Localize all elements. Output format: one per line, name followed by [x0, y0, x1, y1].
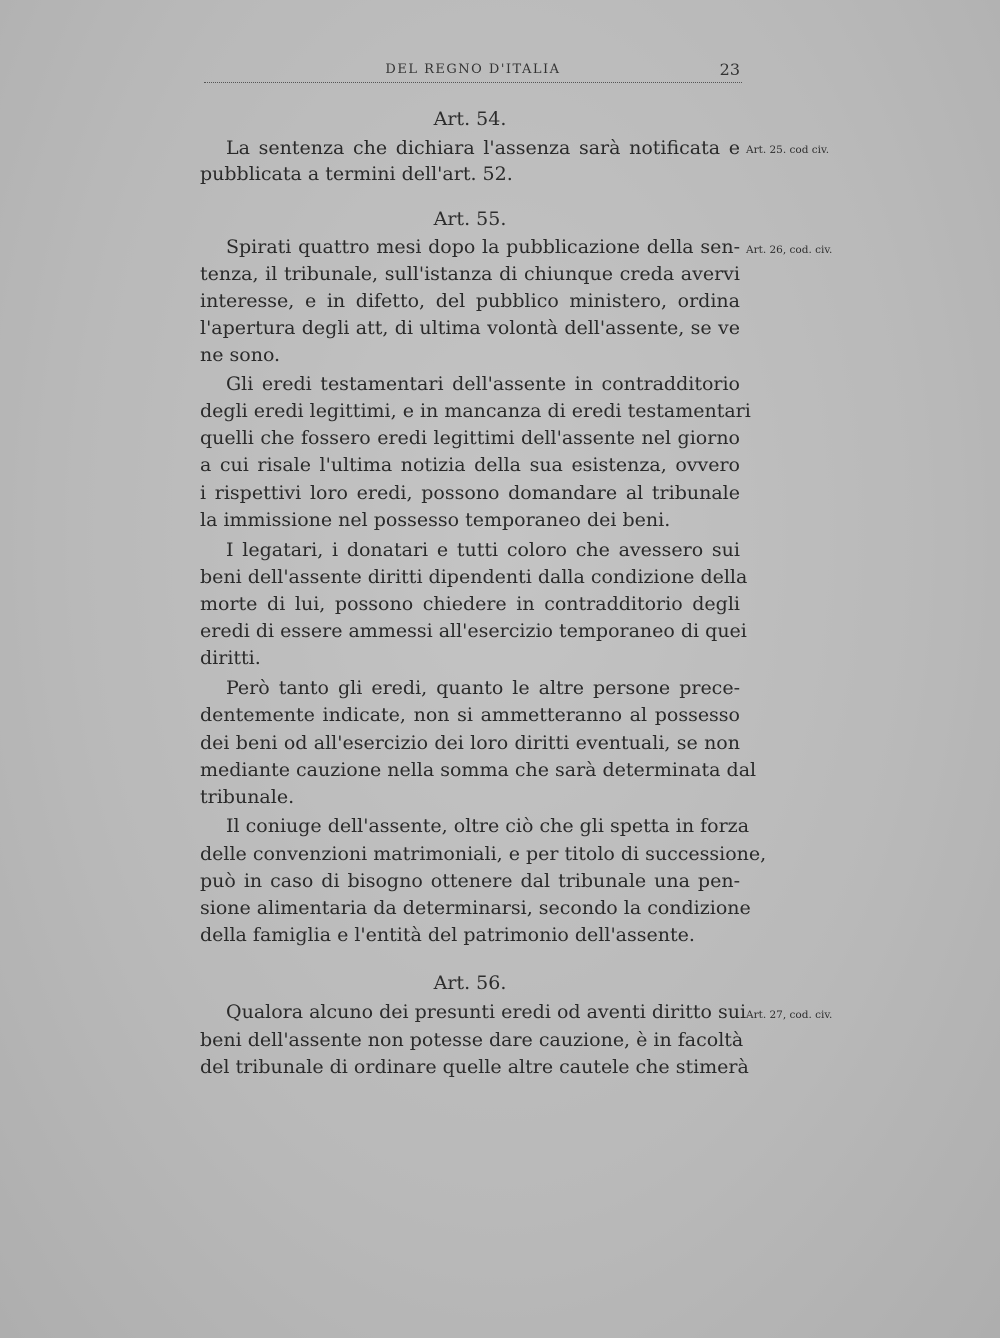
text-line: la immissione nel possesso temporaneo dei beni.	[200, 509, 671, 531]
text-line: La sentenza che dichiara l'assenza sarà notificata e	[226, 137, 740, 159]
text-line: morte di lui, possono chiedere in contradditorio degli	[200, 593, 740, 615]
text-line: pubblicata a termini dell'art. 52.	[200, 163, 513, 185]
text-line: Qualora alcuno dei presunti eredi od aventi diritto sui	[226, 1001, 747, 1023]
text-line: delle convenzioni matrimoniali, e per titolo di successione,	[200, 843, 767, 865]
margin-note: Art. 25. cod civ.	[746, 144, 830, 156]
margin-note: Art. 27, cod. civ.	[746, 1009, 833, 1021]
text-line: della famiglia e l'entità del patrimonio dell'assente.	[200, 924, 695, 946]
margin-note: Art. 26, cod. civ.	[746, 244, 833, 256]
text-line: del tribunale di ordinare quelle altre cautele che stimerà	[200, 1056, 749, 1078]
article-heading: Art. 55.	[433, 208, 507, 230]
text-line: beni dell'assente diritti dipendenti dalla condizione della	[200, 566, 748, 588]
text-line: tenza, il tribunale, sull'istanza di chiunque creda avervi	[200, 263, 740, 285]
running-head	[204, 60, 742, 82]
text-line: tribunale.	[200, 786, 295, 808]
text-line: sione alimentaria da determinarsi, secondo la condizione	[200, 897, 751, 919]
header-rule	[204, 82, 742, 83]
text-line: quelli che fossero eredi legittimi dell'assente nel giorno	[200, 427, 740, 449]
text-line: mediante cauzione nella somma che sarà determinata dal	[200, 759, 757, 781]
text-line: Spirati quattro mesi dopo la pubblicazione della sen-	[226, 236, 740, 258]
text-line: Il coniuge dell'assente, oltre ciò che gli spetta in forza	[226, 815, 750, 837]
text-line: ne sono.	[200, 344, 281, 366]
text-line: l'apertura degli att, di ultima volontà dell'assente, se ve	[200, 317, 740, 339]
text-line: dei beni od all'esercizio dei loro diritti eventuali, se non	[200, 732, 740, 754]
text-line: Però tanto gli eredi, quanto le altre persone prece-	[226, 677, 740, 699]
text-line: i rispettivi loro eredi, possono domandare al tribunale	[200, 482, 740, 504]
text-line: I legatari, i donatari e tutti coloro che avessero sui	[226, 539, 740, 561]
text-line: a cui risale l'ultima notizia della sua esistenza, ovvero	[200, 454, 740, 476]
text-line: può in caso di bisogno ottenere dal tribunale una pen-	[200, 870, 740, 892]
text-line: diritti.	[200, 647, 261, 669]
running-head-title: DEL REGNO D'ITALIA	[385, 62, 561, 77]
text-line: interesse, e in difetto, del pubblico ministero, ordina	[200, 290, 740, 312]
text-line: eredi di essere ammessi all'esercizio temporaneo di quei	[200, 620, 747, 642]
text-line: Gli eredi testamentari dell'assente in contradditorio	[226, 373, 740, 395]
text-line: dentemente indicate, non si ammetteranno al possesso	[200, 704, 740, 726]
article-heading: Art. 54.	[433, 108, 507, 130]
text-line: degli eredi legittimi, e in mancanza di eredi testamentari	[200, 400, 751, 422]
article-heading: Art. 56.	[433, 972, 507, 994]
page-number: 23	[719, 60, 740, 79]
text-line: beni dell'assente non potesse dare cauzione, è in facoltà	[200, 1029, 744, 1051]
